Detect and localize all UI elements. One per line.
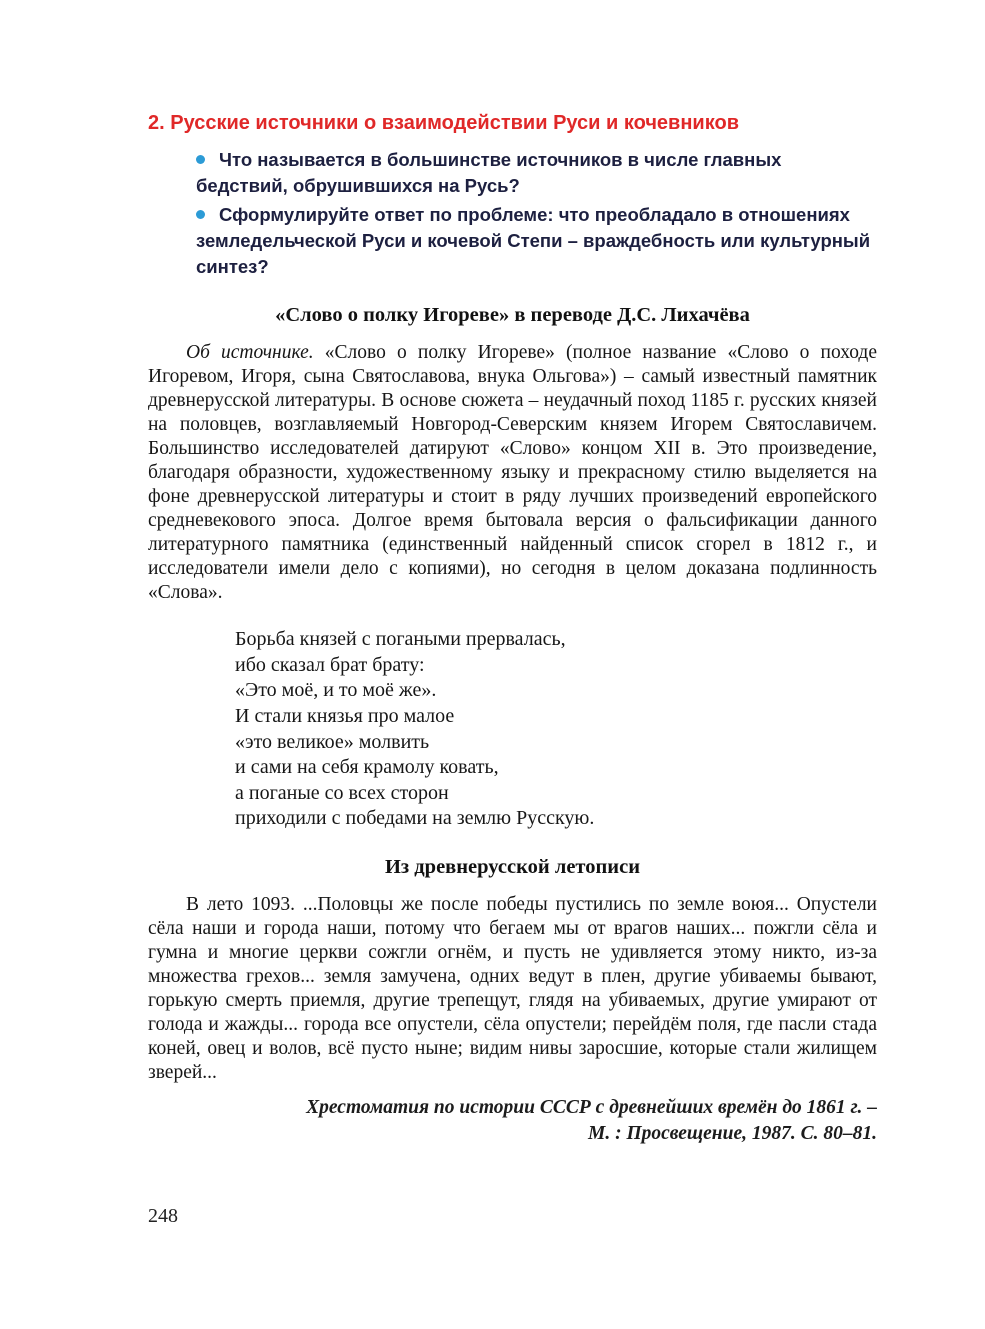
source-line: М. : Просвещение, 1987. С. 80–81.	[587, 1123, 877, 1145]
verse-line: и сами на себя крамолу ковать,	[235, 756, 499, 779]
page-number: 248	[148, 1205, 178, 1227]
verse-line: приходили с победами на землю Русскую.	[235, 807, 595, 830]
bullet-icon	[196, 155, 205, 164]
letopis-paragraph: В лето 1093. ...Половцы же после победы пустились по земле воюя... Опустели сёла наши и города наши, потому что бегаем мы от врагов наших... пожгли сёла и гумна и многие церкви сожгли огнём, и пусть не удивляется этому никто, из-за множества грехов... земля замучена, одних ведут в плен, другие убиваемы бывают, горькую смерть приемля, другие трепещут, глядя на убиваемых, другие умирают от голода и жажды... города все опустели, сёла опустели; перейдём поля, где пасли стада коней, овец и волов, всё пусто ныне; видим нивы заросшие, которые стали жилищем зверей...	[148, 893, 877, 1083]
question-list	[196, 147, 877, 280]
verse-block	[235, 627, 877, 832]
slovo-lead: Об источнике.	[186, 342, 314, 364]
question-text: Сформулируйте ответ по проблеме: что преобладало в отношениях земледельческой Руси и кочевой Степи – враждебность или культурный синтез?	[196, 203, 871, 278]
slovo-body-text: «Слово о полку Игореве» (полное название «Слово о походе Игоревом, Игоря, сына Святославова, внука Ольгова») – самый известный памятник древнерусской литературы. В основе сюжета – неудачный поход 1185 г. русских князей на половцев, возглавляемый Новгород-Северским князем Игорем Святославичем. Большинство исследователей датируют «Слово» концом XII в. Это произведение, благодаря образности, художественному языку и прекрасному стилю выделяется на фоне древнерусской литературы и стоит в ряду лучших произведений европейского средневекового эпоса. Долгое время бытовала версия о фальсификации данного литературного памятника (единственный найденный список сгорел в 1812 г., и исследователи имели дело с копиями), но сегодня в целом доказана подлинность «Слова».	[148, 342, 878, 604]
source-line: Хрестоматия по истории СССР с древнейших времён до 1861 г. –	[306, 1096, 877, 1118]
verse-line: И стали князья про малое	[235, 704, 455, 727]
verse-line: а поганые со всех сторон	[235, 781, 449, 804]
question-item	[196, 147, 877, 200]
question-item	[196, 202, 877, 281]
verse-line: «это великое» молвить	[235, 730, 430, 753]
section-title: 2. Русские источники о взаимодействии Руси и кочевников	[148, 112, 739, 134]
verse-line: «Это моё, и то моё же».	[235, 679, 437, 702]
slovo-heading: «Слово о полку Игореве» в переводе Д.С. Лихачёва	[275, 304, 750, 327]
question-text: Что называется в большинстве источников в числе главных бедствий, обрушившихся на Русь?	[196, 149, 782, 197]
slovo-paragraph	[148, 341, 877, 605]
letopis-heading: Из древнерусской летописи	[384, 855, 641, 878]
verse-line: Борьба князей с погаными прервалась,	[235, 628, 566, 651]
bullet-icon	[196, 210, 205, 219]
verse-line: ибо сказал брат брату:	[235, 653, 425, 676]
source-citation	[148, 1095, 877, 1148]
